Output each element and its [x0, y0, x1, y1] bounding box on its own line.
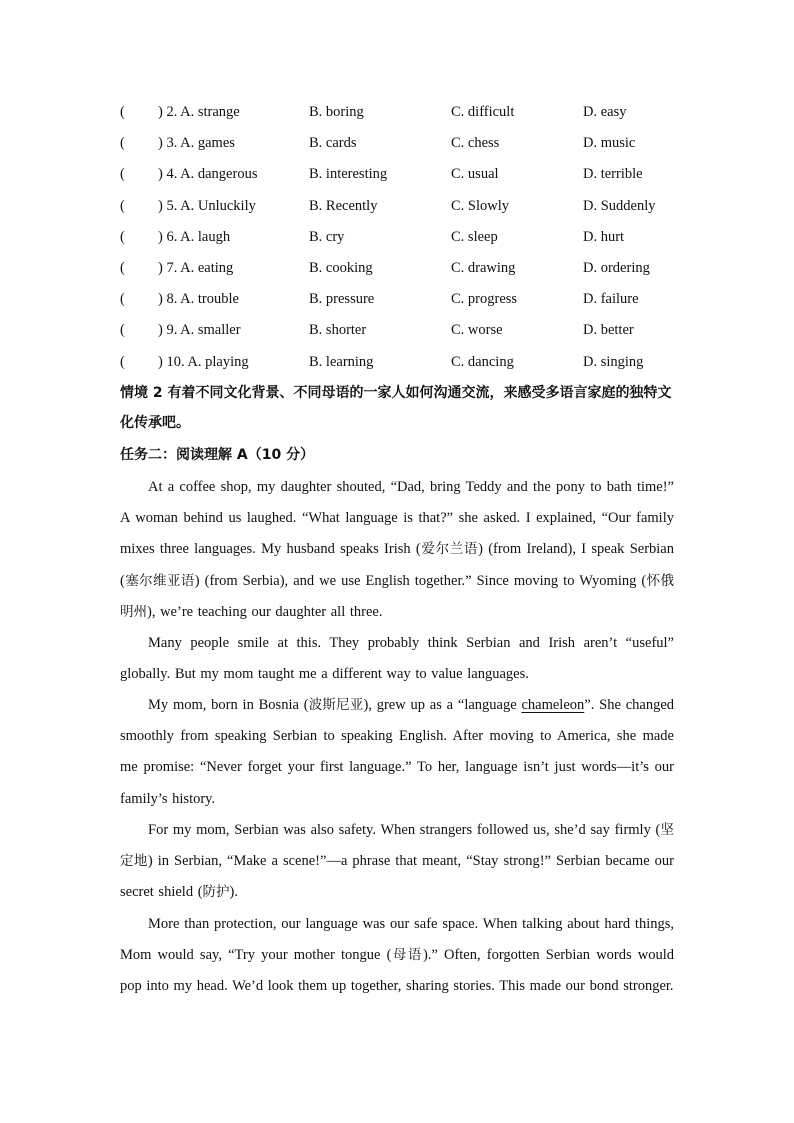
- answer-blank: (: [120, 291, 125, 308]
- option-c: C. chess: [451, 135, 500, 152]
- option-a: ) 4. A. dangerous: [158, 166, 258, 183]
- option-b: B. cooking: [309, 260, 373, 276]
- passage-paragraph-2: Many people smile at this. They probably think Serbian and Irish aren’t “useful” globally. But my mom taught me a different way to value languages.: [120, 635, 674, 683]
- option-b: B. shorter: [309, 322, 367, 339]
- option-b: B. boring: [309, 104, 364, 120]
- answer-blank: (: [120, 197, 125, 214]
- answer-blank: (: [120, 322, 125, 339]
- option-a: ) 6. A. laugh: [158, 228, 231, 245]
- scenario-text: 有着不同文化背景、不同母语的一家人如何沟通交流，来感受多语言家庭的独特文化传承吧。: [120, 385, 672, 431]
- option-d: D. easy: [583, 104, 627, 120]
- option-c: C. difficult: [451, 104, 515, 120]
- option-b: B. Recently: [309, 197, 378, 214]
- passage-paragraph-4: For my mom, Serbian was also safety. When strangers followed us, she’d say firmly (坚定地) in Serbian, “Make a scene!”—a phrase that meant, “Stay strong!” Serbian became our secret shield (防护).: [120, 822, 674, 901]
- option-a: ) 3. A. games: [158, 135, 235, 152]
- option-d: D. ordering: [583, 260, 650, 276]
- answer-blank: (: [120, 353, 125, 370]
- scenario-label: 情境 2: [120, 385, 163, 401]
- option-a: ) 7. A. eating: [158, 260, 234, 276]
- option-c: C. drawing: [451, 260, 516, 276]
- option-a: ) 5. A. Unluckily: [158, 197, 256, 214]
- option-b: B. learning: [309, 353, 374, 370]
- option-b: B. cry: [309, 228, 345, 245]
- option-d: D. better: [583, 322, 634, 339]
- task-title: 任务二：阅读理解 A（10 分）: [120, 447, 315, 463]
- answer-blank: (: [120, 260, 125, 276]
- underlined-word: chameleon: [521, 697, 585, 713]
- answer-blank: (: [120, 166, 125, 183]
- passage-paragraph-3: My mom, born in Bosnia (波斯尼亚), grew up as a “language chameleon”. She changed smoothly from speaking Serbian to speaking English. After moving to America, she made me promise: “Never forget your first language.” To her, language isn’t just words—it’s our family’s history.: [120, 697, 675, 807]
- option-d: D. terrible: [583, 166, 643, 183]
- option-c: C. worse: [451, 322, 503, 339]
- answer-blank: (: [120, 104, 125, 120]
- option-a: ) 2. A. strange: [158, 104, 240, 120]
- option-a: ) 8. A. trouble: [158, 291, 239, 308]
- option-c: C. progress: [451, 291, 518, 308]
- option-d: D. failure: [583, 291, 639, 308]
- option-c: C. dancing: [451, 353, 514, 370]
- scenario-intro: [120, 378, 680, 438]
- option-c: C. usual: [451, 166, 499, 183]
- option-c: C. sleep: [451, 228, 498, 245]
- passage-paragraph-1: At a coffee shop, my daughter shouted, “Dad, bring Teddy and the pony to bath time!” A woman behind us laughed. “What language is that?” she asked. I explained, “Our family mixes three languages. My husband speaks Irish (爱尔兰语) (from Ireland), I speak Serbian (塞尔维亚语) (from Serbia), and we use English together.” Since moving to Wyoming (怀俄明州), we’re teaching our daughter all three.: [120, 479, 675, 620]
- option-b: B. interesting: [309, 166, 388, 183]
- option-a: ) 10. A. playing: [158, 353, 249, 370]
- option-c: C. Slowly: [451, 197, 510, 214]
- option-d: D. hurt: [583, 228, 625, 245]
- option-b: B. pressure: [309, 291, 375, 308]
- passage-paragraph-5: More than protection, our language was our safe space. When talking about hard things, Mom would say, “Try your mother tongue (母语).” Often, forgotten Serbian words would pop into my head. We’d look them up together, sharing stories. This made our bond stronger.: [120, 916, 675, 995]
- option-d: D. Suddenly: [583, 197, 656, 214]
- option-a: ) 9. A. smaller: [158, 322, 241, 339]
- option-d: D. music: [583, 135, 636, 152]
- option-d: D. singing: [583, 353, 644, 370]
- option-b: B. cards: [309, 135, 357, 152]
- answer-blank: (: [120, 135, 125, 152]
- answer-blank: (: [120, 228, 125, 245]
